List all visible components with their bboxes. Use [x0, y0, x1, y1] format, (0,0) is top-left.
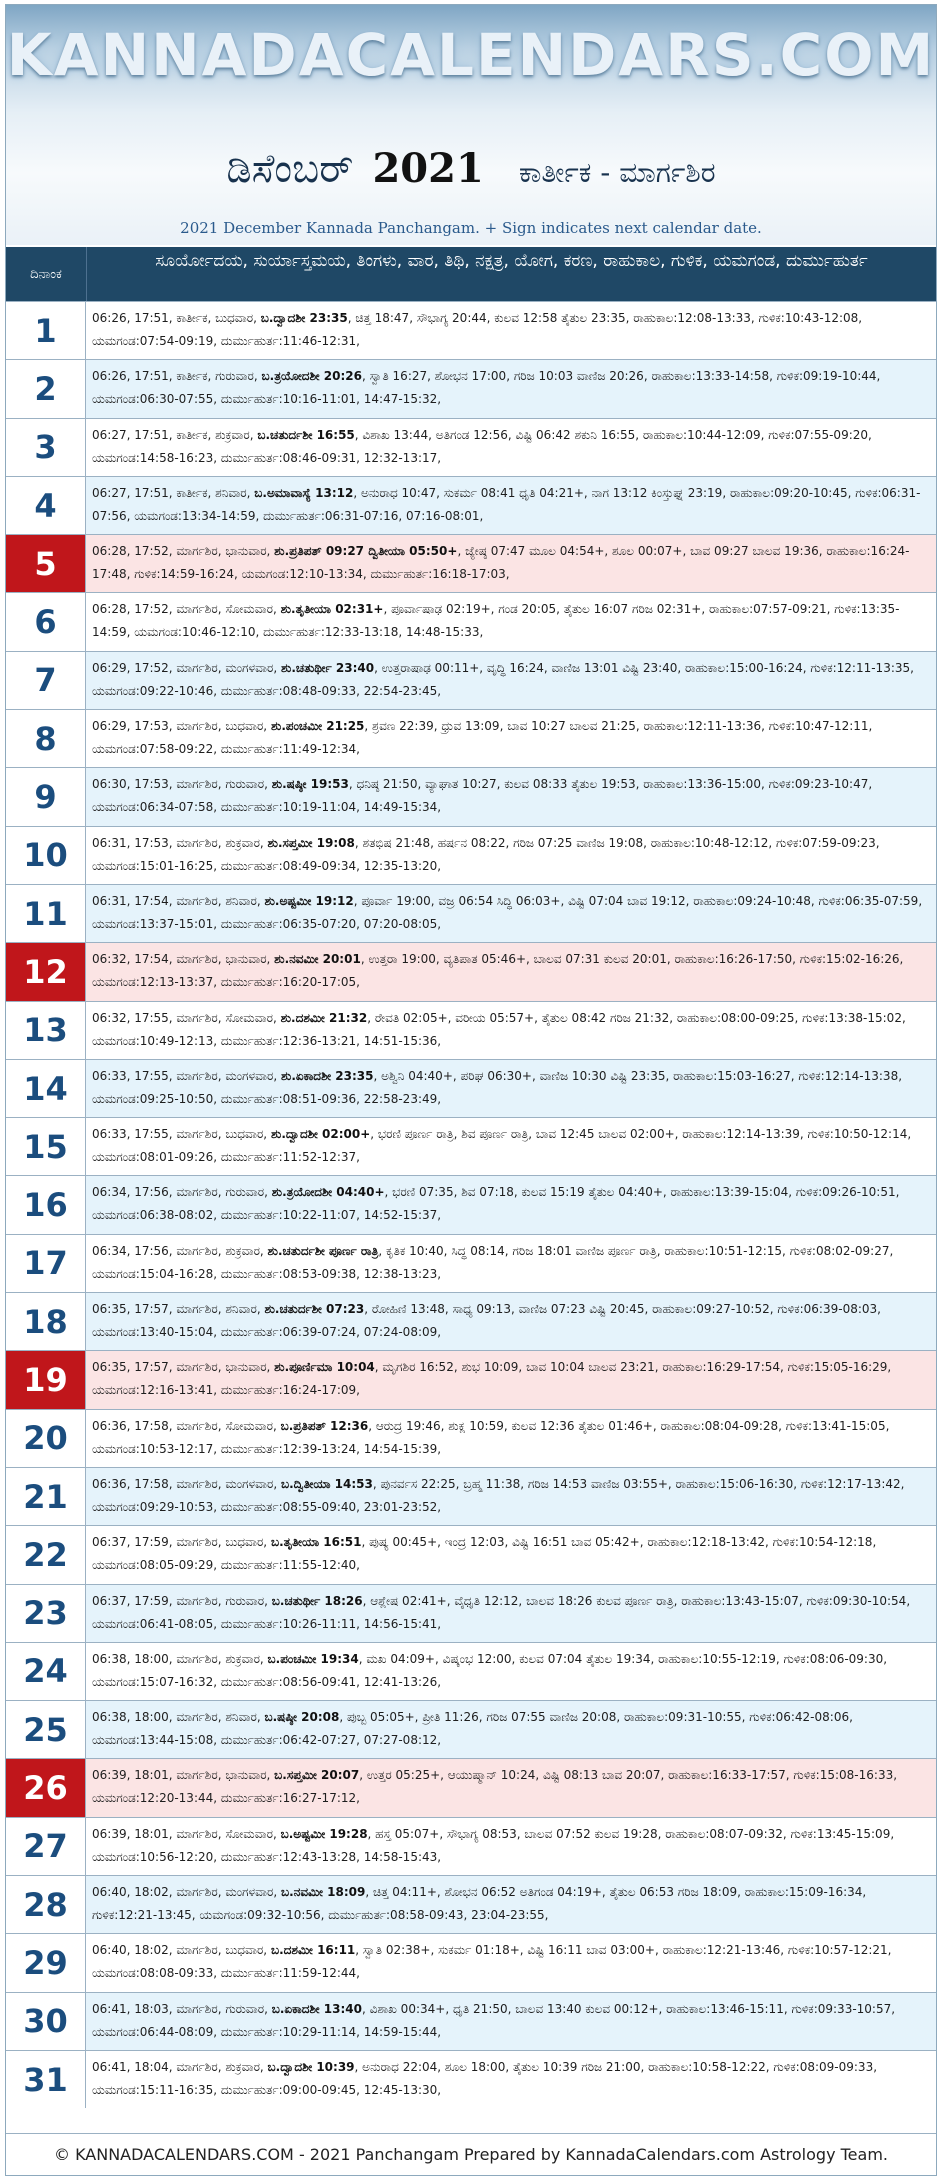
table-row	[6, 592, 936, 650]
header-banner	[6, 5, 936, 245]
day-details	[86, 1176, 936, 1233]
day-details	[86, 768, 936, 825]
table-row	[6, 651, 936, 709]
day-details	[86, 652, 936, 709]
day-details	[86, 1993, 936, 2050]
table-row	[6, 1117, 936, 1175]
table-row	[6, 1001, 936, 1059]
sun-times-month-weekday: 06:33, 17:55, ಮಾರ್ಗಶಿರ, ಮಂಗಳವಾರ,	[92, 1068, 281, 1083]
table-row	[6, 534, 936, 592]
nakshatra-yoga-karana-timings: , ಪುಷ್ಯ 00:45+, ಇಂದ್ರ 12:03, ವಿಷ್ಟಿ 16:51 ಬಾವ 05:42+, ರಾಹುಕಾಲ:12:18-13:42, ಗುಳಿಕ:10:54-12:18, ಯಮಗಂಡ:08:05-09:29, ದುರ್ಮುಹುರ್ತ:11:55-12:40,	[92, 1535, 877, 1573]
day-details	[86, 302, 936, 359]
day-number: 25	[6, 1701, 86, 1758]
day-number: 31	[6, 2051, 86, 2108]
day-number: 30	[6, 1993, 86, 2050]
tithi: ಶು.ಪ್ರತಿಪತ್ 09:27 ದ್ವಿತೀಯಾ 05:50+	[274, 544, 458, 559]
day-number: 10	[6, 827, 86, 884]
tithi: ಬ.ಸಪ್ತಮೀ 20:07	[274, 1768, 360, 1783]
day-number: 3	[6, 419, 86, 476]
day-details	[86, 1759, 936, 1816]
table-row	[6, 1584, 936, 1642]
sun-times-month-weekday: 06:30, 17:53, ಮಾರ್ಗಶಿರ, ಗುರುವಾರ,	[92, 777, 272, 792]
day-details	[86, 1585, 936, 1642]
day-number: 29	[6, 1934, 86, 1991]
day-number: 1	[6, 302, 86, 359]
nakshatra-yoga-karana-timings: , ಉತ್ತರ 05:25+, ಆಯುಷ್ಮಾನ್ 10:24, ವಿಷ್ಟಿ 08:13 ಬಾವ 20:07, ರಾಹುಕಾಲ:16:33-17:57, ಗುಳಿಕ:15:08-16:33, ಯಮಗಂಡ:12:20-13:44, ದುರ್ಮುಹುರ್ತ:16:27-17:12,	[92, 1768, 898, 1806]
tithi: ಶು.ಷಷ್ಠೀ 19:53	[271, 777, 349, 792]
nakshatra-yoga-karana-timings: , ಮಖ 04:09+, ವಿಷ್ಕಂಭ 12:00, ಕುಲವ 07:04 ತೈತುಲ 19:34, ರಾಹುಕಾಲ:10:55-12:19, ಗುಳಿಕ:08:06-09:30, ಯಮಗಂಡ:15:07-16:32, ದುರ್ಮುಹುರ್ತ:08:56-09:41, 12:41-13:26,	[92, 1651, 888, 1689]
nakshatra-yoga-karana-timings: , ಸ್ವಾತಿ 16:27, ಶೋಭನ 17:00, ಗರಿಜ 10:03 ವಾಣಿಜ 20:26, ರಾಹುಕಾಲ:13:33-14:58, ಗುಳಿಕ:09:19-10:44, ಯಮಗಂಡ:06:30-07:55, ದುರ್ಮುಹುರ್ತ:10:16-11:01, 14:47-15:32,	[92, 369, 881, 407]
nakshatra-yoga-karana-timings: , ಭರಣಿ ಪೂರ್ಣ ರಾತ್ರಿ, ಶಿವ ಪೂರ್ಣ ರಾತ್ರಿ, ಬಾವ 12:45 ಬಾಲವ 02:00+, ರಾಹುಕಾಲ:12:14-13:39, ಗುಳಿಕ:10:50-12:14, ಯಮಗಂಡ:08:01-09:26, ದುರ್ಮುಹುರ್ತ:11:52-12:37,	[92, 1127, 912, 1165]
day-details	[86, 1876, 936, 1933]
table-row	[6, 1175, 936, 1233]
nakshatra-yoga-karana-timings: , ಧನಿಷ್ಠ 21:50, ವ್ಯಾಘಾತ 10:27, ಕುಲವ 08:33 ತೈತುಲ 19:53, ರಾಹುಕಾಲ:13:36-15:00, ಗುಳಿಕ:09:23-10:47, ಯಮಗಂಡ:06:34-07:58, ದುರ್ಮುಹುರ್ತ:10:19-11:04, 14:49-15:34,	[92, 777, 873, 815]
day-details	[86, 1934, 936, 1991]
nakshatra-yoga-karana-timings: , ಚಿತ್ತ 04:11+, ಶೋಭನ 06:52 ಅತಿಗಂಡ 04:19+, ತೈತುಲ 06:53 ಗರಿಜ 18:09, ರಾಹುಕಾಲ:15:09-16:34, ಗುಳಿಕ:12:21-13:45, ಯಮಗಂಡ:09:32-10:56, ದುರ್ಮುಹುರ್ತ:08:58-09:43, 23:04-23:55,	[92, 1885, 867, 1923]
day-details	[86, 710, 936, 767]
tithi: ಶು.ದಶಮೀ 21:32	[280, 1010, 368, 1025]
sun-times-month-weekday: 06:36, 17:58, ಮಾರ್ಗಶಿರ, ಮಂಗಳವಾರ,	[92, 1476, 281, 1491]
tithi: ಶು.ತ್ರಯೋದಶೀ 04:40+	[271, 1185, 385, 1200]
day-details	[86, 943, 936, 1000]
tithi: ಬ.ದ್ವಾದಶೀ 23:35	[260, 311, 348, 325]
sun-times-month-weekday: 06:29, 17:53, ಮಾರ್ಗಶಿರ, ಬುಧವಾರ,	[92, 719, 271, 734]
table-row	[6, 2050, 936, 2108]
nakshatra-yoga-karana-timings: , ಶತಭಿಷ 21:48, ಹರ್ಷನ 08:22, ಗರಿಜ 07:25 ವಾಣಿಜ 19:08, ರಾಹುಕಾಲ:10:48-12:12, ಗುಳಿಕ:07:59-09:23, ಯಮಗಂಡ:15:01-16:25, ದುರ್ಮುಹುರ್ತ:08:49-09:34, 12:35-13:20,	[92, 835, 880, 873]
sun-times-month-weekday: 06:38, 18:00, ಮಾರ್ಗಶಿರ, ಶುಕ್ರವಾರ,	[92, 1651, 268, 1666]
day-number: 28	[6, 1876, 86, 1933]
day-details	[86, 1235, 936, 1292]
tithi: ಬ.ದ್ವಿತೀಯಾ 14:53	[280, 1476, 373, 1491]
nakshatra-yoga-karana-timings: , ಮೃಗಶಿರ 16:52, ಶುಭ 10:09, ಬಾವ 10:04 ಬಾಲವ 23:21, ರಾಹುಕಾಲ:16:29-17:54, ಗುಳಿಕ:15:05-16:29, ಯಮಗಂಡ:12:16-13:41, ದುರ್ಮುಹುರ್ತ:16:24-17:09,	[92, 1360, 892, 1398]
table-row	[6, 1875, 936, 1933]
table-row	[6, 1758, 936, 1816]
nakshatra-yoga-karana-timings: , ಪೂರ್ವಾ 19:00, ವಜ್ರ 06:54 ಸಿದ್ಧಿ 06:03+, ವಿಷ್ಟಿ 07:04 ಬಾವ 19:12, ರಾಹುಕಾಲ:09:24-10:48, ಗುಳಿಕ:06:35-07:59, ಯಮಗಂಡ:13:37-15:01, ದುರ್ಮುಹುರ್ತ:06:35-07:20, 07:20-08:05,	[92, 893, 923, 931]
table-row	[6, 884, 936, 942]
day-details	[86, 1351, 936, 1408]
day-number: 12	[6, 943, 86, 1000]
site-title[interactable]: KANNADACALENDARS.COM	[6, 21, 936, 89]
tithi: ಬ.ಪಂಚಮೀ 19:34	[267, 1651, 359, 1666]
tithi: ಶು.ದ್ವಾದಶೀ 02:00+	[270, 1127, 371, 1142]
day-number: 18	[6, 1293, 86, 1350]
sun-times-month-weekday: 06:34, 17:56, ಮಾರ್ಗಶಿರ, ಗುರುವಾರ,	[92, 1185, 272, 1200]
day-details	[86, 1818, 936, 1875]
sun-times-month-weekday: 06:26, 17:51, ಕಾರ್ತೀಕ, ಗುರುವಾರ,	[92, 369, 262, 384]
date-column-header: ದಿನಾಂಕ	[6, 247, 87, 301]
sun-times-month-weekday: 06:28, 17:52, ಮಾರ್ಗಶಿರ, ಭಾನುವಾರ,	[92, 544, 275, 559]
day-number: 2	[6, 360, 86, 417]
day-details	[86, 593, 936, 650]
nakshatra-yoga-karana-timings: , ಜ್ಯೇಷ್ಠ 07:47 ಮೂಲ 04:54+, ಶೂಲ 00:07+, ಬಾವ 09:27 ಬಾಲವ 19:36, ರಾಹುಕಾಲ:16:24-17:48, ಗುಳಿಕ:14:59-16:24, ಯಮಗಂಡ:12:10-13:34, ದುರ್ಮುಹುರ್ತ:16:18-17:03,	[92, 544, 910, 582]
sun-times-month-weekday: 06:38, 18:00, ಮಾರ್ಗಶಿರ, ಶನಿವಾರ,	[92, 1710, 265, 1725]
table-row	[6, 1292, 936, 1350]
nakshatra-yoga-karana-timings: , ಸ್ವಾತಿ 02:38+, ಸುಕರ್ಮ 01:18+, ವಿಷ್ಟಿ 16:11 ಬಾವ 03:00+, ರಾಹುಕಾಲ:12:21-13:46, ಗುಳಿಕ:10:57-12:21, ಯಮಗಂಡ:08:08-09:33, ದುರ್ಮುಹುರ್ತ:11:59-12:44,	[92, 1943, 892, 1981]
day-number: 9	[6, 768, 86, 825]
footer: © KANNADACALENDARS.COM - 2021 Panchangam Prepared by KannadaCalendars.com Astrology Team.	[6, 2133, 936, 2174]
day-number: 8	[6, 710, 86, 767]
table-header	[6, 247, 936, 301]
day-number: 22	[6, 1526, 86, 1583]
tithi: ಶು.ತೃತೀಯಾ 02:31+	[280, 602, 384, 617]
day-number: 26	[6, 1759, 86, 1816]
table-row	[6, 359, 936, 417]
table-row	[6, 1467, 936, 1525]
month-heading	[6, 145, 936, 192]
lunar-months: ಕಾರ್ತೀಕ - ಮಾರ್ಗಶಿರ	[518, 156, 716, 189]
tithi: ಬ.ತೃತೀಯಾ 16:51	[270, 1535, 362, 1550]
nakshatra-yoga-karana-timings: , ಪೂರ್ವಾಷಾಢ 02:19+, ಗಂಡ 20:05, ತೈತುಲ 16:07 ಗರಿಜ 02:31+, ರಾಹುಕಾಲ:07:57-09:21, ಗುಳಿಕ:13:35-14:59, ಯಮಗಂಡ:10:46-12:10, ದುರ್ಮುಹುರ್ತ:12:33-13:18, 14:48-15:33,	[92, 602, 900, 640]
tithi: ಶು.ಏಕಾದಶೀ 23:35	[280, 1068, 374, 1083]
table-row	[6, 476, 936, 534]
day-details	[86, 1293, 936, 1350]
nakshatra-yoga-karana-timings: , ಭರಣಿ 07:35, ಶಿವ 07:18, ಕುಲವ 15:19 ತೈತುಲ 04:40+, ರಾಹುಕಾಲ:13:39-15:04, ಗುಳಿಕ:09:26-10:51, ಯಮಗಂಡ:06:38-08:02, ದುರ್ಮುಹುರ್ತ:10:22-11:07, 14:52-15:37,	[92, 1185, 900, 1223]
sun-times-month-weekday: 06:33, 17:55, ಮಾರ್ಗಶಿರ, ಬುಧವಾರ,	[92, 1127, 271, 1142]
tithi: ಶು.ಅಷ್ಟಮೀ 19:12	[264, 893, 354, 908]
tithi: ಬ.ದ್ವಾದಶೀ 10:39	[267, 2059, 355, 2074]
nakshatra-yoga-karana-timings: , ಉತ್ತರಾಷಾಢ 00:11+, ವೃದ್ಧಿ 16:24, ವಾಣಿಜ 13:01 ವಿಷ್ಟಿ 23:40, ರಾಹುಕಾಲ:15:00-16:24, ಗುಳಿಕ:12:11-13:35, ಯಮಗಂಡ:09:22-10:46, ದುರ್ಮುಹುರ್ತ:08:48-09:33, 22:54-23:45,	[92, 660, 914, 698]
day-number: 27	[6, 1818, 86, 1875]
sun-times-month-weekday: 06:41, 18:03, ಮಾರ್ಗಶಿರ, ಗುರುವಾರ,	[92, 2001, 272, 2016]
day-details	[86, 1410, 936, 1467]
tithi: ಬ.ಪ್ರತಿಪತ್ 12:36	[280, 1418, 369, 1433]
day-number: 20	[6, 1410, 86, 1467]
table-row	[6, 1409, 936, 1467]
day-details	[86, 1060, 936, 1117]
sun-times-month-weekday: 06:35, 17:57, ಮಾರ್ಗಶಿರ, ಶನಿವಾರ,	[92, 1302, 265, 1317]
subtitle: 2021 December Kannada Panchangam. + Sign indicates next calendar date.	[180, 219, 762, 237]
nakshatra-yoga-karana-timings: , ಅಶ್ವಿನಿ 04:40+, ಪರಿಘ 06:30+, ವಾಣಿಜ 10:30 ವಿಷ್ಟಿ 23:35, ರಾಹುಕಾಲ:15:03-16:27, ಗುಳಿಕ:12:14-13:38, ಯಮಗಂಡ:09:25-10:50, ದುರ್ಮುಹುರ್ತ:08:51-09:36, 22:58-23:49,	[92, 1068, 903, 1106]
tithi: ಶು.ಪೂರ್ಣಿಮಾ 10:04	[274, 1360, 375, 1375]
table-row	[6, 1059, 936, 1117]
tithi: ಬ.ಅಷ್ಟಮೀ 19:28	[280, 1826, 368, 1841]
nakshatra-yoga-karana-timings: , ಶ್ರವಣ 22:39, ಧ್ರುವ 13:09, ಬಾವ 10:27 ಬಾಲವ 21:25, ರಾಹುಕಾಲ:12:11-13:36, ಗುಳಿಕ:10:47-12:11, ಯಮಗಂಡ:07:58-09:22, ದುರ್ಮುಹುರ್ತ:11:49-12:34,	[92, 719, 873, 757]
table-row	[6, 826, 936, 884]
nakshatra-yoga-karana-timings: , ರೋಹಿಣಿ 13:48, ಸಾಧ್ಯ 09:13, ವಾಣಿಜ 07:23 ವಿಷ್ಟಿ 20:45, ರಾಹುಕಾಲ:09:27-10:52, ಗುಳಿಕ:06:39-08:03, ಯಮಗಂಡ:13:40-15:04, ದುರ್ಮುಹುರ್ತ:06:39-07:24, 07:24-08:09,	[92, 1302, 881, 1340]
day-number: 4	[6, 477, 86, 534]
sun-times-month-weekday: 06:39, 18:01, ಮಾರ್ಗಶಿರ, ಭಾನುವಾರ,	[92, 1768, 275, 1783]
nakshatra-yoga-karana-timings: , ರೇವತಿ 02:05+, ವರೀಯ 05:57+, ತೈತುಲ 08:42 ಗರಿಜ 21:32, ರಾಹುಕಾಲ:08:00-09:25, ಗುಳಿಕ:13:38-15:02, ಯಮಗಂಡ:10:49-12:13, ದುರ್ಮುಹುರ್ತ:12:36-13:21, 14:51-15:36,	[92, 1010, 906, 1048]
day-number: 21	[6, 1468, 86, 1525]
table-row	[6, 709, 936, 767]
tithi: ಬ.ಚತುರ್ಥೀ 18:26	[271, 1593, 363, 1608]
sun-times-month-weekday: 06:27, 17:51, ಕಾರ್ತೀಕ, ಶುಕ್ರವಾರ,	[92, 427, 258, 442]
tithi: ಶು.ಸಪ್ತಮೀ 19:08	[267, 835, 355, 850]
sun-times-month-weekday: 06:26, 17:51, ಕಾರ್ತೀಕ, ಬುಧವಾರ,	[92, 311, 261, 325]
nakshatra-yoga-karana-timings: , ಉತ್ತರಾ 19:00, ವ್ಯತಿಪಾತ 05:46+, ಬಾಲವ 07:31 ಕುಲವ 20:01, ರಾಹುಕಾಲ:16:26-17:50, ಗುಳಿಕ:15:02-16:26, ಯಮಗಂಡ:12:13-13:37, ದುರ್ಮುಹುರ್ತ:16:20-17:05,	[92, 952, 904, 990]
tithi: ಬ.ಏಕಾದಶೀ 13:40	[271, 2001, 362, 2016]
table-row	[6, 1350, 936, 1408]
day-details	[86, 885, 936, 942]
day-number: 5	[6, 535, 86, 592]
sun-times-month-weekday: 06:37, 17:59, ಮಾರ್ಗಶಿರ, ಗುರುವಾರ,	[92, 1593, 272, 1608]
info-column-header: ಸೂರ್ಯೋದಯ, ಸುರ್ಯಾಸ್ತಮಯ, ತಿಂಗಳು, ವಾರ, ತಿಥಿ, ನಕ್ಷತ್ರ, ಯೋಗ, ಕರಣ, ರಾಹುಕಾಲ, ಗುಳಿಕ, ಯಮಗಂಡ, ದುರ್ಮುಹುರ್ತ	[155, 251, 868, 271]
nakshatra-yoga-karana-timings: , ಆರುದ್ರ 19:46, ಶುಕ್ಲ 10:59, ಕುಲವ 12:36 ತೈತುಲ 01:46+, ರಾಹುಕಾಲ:08:04-09:28, ಗುಳಿಕ:13:41-15:05, ಯಮಗಂಡ:10:53-12:17, ದುರ್ಮುಹುರ್ತ:12:39-13:24, 14:54-15:39,	[92, 1418, 890, 1456]
tithi: ಬ.ನವಮೀ 18:09	[280, 1885, 366, 1900]
sun-times-month-weekday: 06:31, 17:54, ಮಾರ್ಗಶಿರ, ಶನಿವಾರ,	[92, 893, 265, 908]
table-row	[6, 1817, 936, 1875]
tithi: ಶು.ಚತುರ್ದಶೀ 07:23	[264, 1302, 365, 1317]
day-number: 23	[6, 1585, 86, 1642]
table-row	[6, 418, 936, 476]
sun-times-month-weekday: 06:32, 17:55, ಮಾರ್ಗಶಿರ, ಸೋಮವಾರ,	[92, 1010, 281, 1025]
day-details	[86, 827, 936, 884]
table-row	[6, 1234, 936, 1292]
sun-times-month-weekday: 06:27, 17:51, ಕಾರ್ತೀಕ, ಶನಿವಾರ,	[92, 485, 255, 500]
table-row	[6, 1642, 936, 1700]
nakshatra-yoga-karana-timings: , ಚಿತ್ತ 18:47, ಸೌಭಾಗ್ಯ 20:44, ಕುಲವ 12:58 ತೈತುಲ 23:35, ರಾಹುಕಾಲ:12:08-13:33, ಗುಳಿಕ:10:43-12:08, ಯಮಗಂಡ:07:54-09:19, ದುರ್ಮುಹುರ್ತ:11:46-12:31,	[92, 311, 863, 348]
day-number: 16	[6, 1176, 86, 1233]
day-number: 7	[6, 652, 86, 709]
sun-times-month-weekday: 06:34, 17:56, ಮಾರ್ಗಶಿರ, ಶುಕ್ರವಾರ,	[92, 1243, 268, 1258]
tithi: ಶು.ಚತುರ್ಥೀ 23:40	[280, 660, 375, 675]
tithi: ಬ.ಷಷ್ಠೀ 20:08	[264, 1710, 340, 1725]
table-row	[6, 1525, 936, 1583]
day-number: 24	[6, 1643, 86, 1700]
day-number: 17	[6, 1235, 86, 1292]
tithi: ಬ.ಚತುರ್ದಶೀ 16:55	[257, 427, 355, 442]
sun-times-month-weekday: 06:41, 18:04, ಮಾರ್ಗಶಿರ, ಶುಕ್ರವಾರ,	[92, 2059, 268, 2074]
sun-times-month-weekday: 06:32, 17:54, ಮಾರ್ಗಶಿರ, ಭಾನುವಾರ,	[92, 952, 275, 967]
month-name: ಡಿಸೆಂಬರ್	[226, 146, 354, 192]
tithi: ಬ.ತ್ರಯೋದಶೀ 20:26	[261, 369, 362, 384]
nakshatra-yoga-karana-timings: , ಅನುರಾಧ 22:04, ಶೂಲ 18:00, ತೈತುಲ 10:39 ಗರಿಜ 21:00, ರಾಹುಕಾಲ:10:58-12:22, ಗುಳಿಕ:08:09-09:33, ಯಮಗಂಡ:15:11-16:35, ದುರ್ಮುಹುರ್ತ:09:00-09:45, 12:45-13:30,	[92, 2059, 878, 2097]
tithi: ಬ.ದಶಮೀ 16:11	[270, 1943, 356, 1958]
tithi: ಶು.ಪಂಚಮೀ 21:25	[270, 719, 365, 734]
nakshatra-yoga-karana-timings: , ವಿಶಾಖ 13:44, ಅತಿಗಂಡ 12:56, ವಿಷ್ಟಿ 06:42 ಶಕುನಿ 16:55, ರಾಹುಕಾಲ:10:44-12:09, ಗುಳಿಕ:07:55-09:20, ಯಮಗಂಡ:14:58-16:23, ದುರ್ಮುಹುರ್ತ:08:46-09:31, 12:32-13:17,	[92, 427, 872, 465]
day-details	[86, 1701, 936, 1758]
sun-times-month-weekday: 06:40, 18:02, ಮಾರ್ಗಶಿರ, ಬುಧವಾರ,	[92, 1943, 271, 1958]
sun-times-month-weekday: 06:31, 17:53, ಮಾರ್ಗಶಿರ, ಶುಕ್ರವಾರ,	[92, 835, 268, 850]
table-row	[6, 942, 936, 1000]
sun-times-month-weekday: 06:28, 17:52, ಮಾರ್ಗಶಿರ, ಸೋಮವಾರ,	[92, 602, 281, 617]
nakshatra-yoga-karana-timings: , ಆಶ್ಲೇಷ 02:41+, ವೈಧೃತಿ 12:12, ಬಾಲವ 18:26 ಕುಲವ ಪೂರ್ಣ ರಾತ್ರಿ, ರಾಹುಕಾಲ:13:43-15:07, ಗುಳಿಕ:09:30-10:54, ಯಮಗಂಡ:06:41-08:05, ದುರ್ಮುಹುರ್ತ:10:26-11:11, 14:56-15:41,	[92, 1593, 911, 1631]
day-details	[86, 535, 936, 592]
tithi: ಬ.ಅಮಾವಾಸ್ಯೆ 13:12	[254, 485, 354, 500]
page	[5, 4, 937, 2176]
tithi: ಶು.ಚತುರ್ದಶೀ ಪೂರ್ಣ ರಾತ್ರಿ	[267, 1243, 379, 1258]
nakshatra-yoga-karana-timings: , ಕೃತಿಕ 10:40, ಸಿದ್ಧ 08:14, ಗರಿಜ 18:01 ವಾಣಿಜ ಪೂರ್ಣ ರಾತ್ರಿ, ರಾಹುಕಾಲ:10:51-12:15, ಗುಳಿಕ:08:02-09:27, ಯಮಗಂಡ:15:04-16:28, ದುರ್ಮುಹುರ್ತ:08:53-09:38, 12:38-13:23,	[92, 1243, 894, 1281]
day-details	[86, 419, 936, 476]
table-row	[6, 301, 936, 359]
table-row	[6, 1700, 936, 1758]
year: 2021	[372, 145, 484, 192]
day-details	[86, 360, 936, 417]
day-details	[86, 1643, 936, 1700]
sun-times-month-weekday: 06:29, 17:52, ಮಾರ್ಗಶಿರ, ಮಂಗಳವಾರ,	[92, 660, 281, 675]
day-details	[86, 1468, 936, 1525]
day-number: 11	[6, 885, 86, 942]
nakshatra-yoga-karana-timings: , ಪುನರ್ವಸ 22:25, ಬ್ರಹ್ಮ 11:38, ಗರಿಜ 14:53 ವಾಣಿಜ 03:55+, ರಾಹುಕಾಲ:15:06-16:30, ಗುಳಿಕ:12:17-13:42, ಯಮಗಂಡ:09:29-10:53, ದುರ್ಮುಹುರ್ತ:08:55-09:40, 23:01-23:52,	[92, 1476, 905, 1514]
day-number: 19	[6, 1351, 86, 1408]
nakshatra-yoga-karana-timings: , ಪುಬ್ಬ 05:05+, ಪ್ರೀತಿ 11:26, ಗರಿಜ 07:55 ವಾಣಿಜ 20:08, ರಾಹುಕಾಲ:09:31-10:55, ಗುಳಿಕ:06:42-08:06, ಯಮಗಂಡ:13:44-15:08, ದುರ್ಮುಹುರ್ತ:06:42-07:27, 07:27-08:12,	[92, 1710, 853, 1748]
sun-times-month-weekday: 06:36, 17:58, ಮಾರ್ಗಶಿರ, ಸೋಮವಾರ,	[92, 1418, 281, 1433]
day-number: 6	[6, 593, 86, 650]
table-body	[6, 301, 936, 2108]
sun-times-month-weekday: 06:35, 17:57, ಮಾರ್ಗಶಿರ, ಭಾನುವಾರ,	[92, 1360, 275, 1375]
nakshatra-yoga-karana-timings: , ಅನುರಾಧ 10:47, ಸುಕರ್ಮ 08:41 ಧೃತಿ 04:21+, ನಾಗ 13:12 ಕಿಂಸ್ತುಘ್ನ 23:19, ರಾಹುಕಾಲ:09:20-10:45, ಗುಳಿಕ:06:31-07:56, ಯಮಗಂಡ:13:34-14:59, ದುರ್ಮುಹುರ್ತ:06:31-07:16, 07:16-08:01,	[92, 485, 921, 523]
sun-times-month-weekday: 06:39, 18:01, ಮಾರ್ಗಶಿರ, ಸೋಮವಾರ,	[92, 1826, 281, 1841]
day-number: 15	[6, 1118, 86, 1175]
day-details	[86, 1002, 936, 1059]
sun-times-month-weekday: 06:40, 18:02, ಮಾರ್ಗಶಿರ, ಮಂಗಳವಾರ,	[92, 1885, 281, 1900]
day-details	[86, 477, 936, 534]
day-number: 14	[6, 1060, 86, 1117]
day-details	[86, 1118, 936, 1175]
day-number: 13	[6, 1002, 86, 1059]
sun-times-month-weekday: 06:37, 17:59, ಮಾರ್ಗಶಿರ, ಬುಧವಾರ,	[92, 1535, 271, 1550]
tithi: ಶು.ನವಮೀ 20:01	[274, 952, 361, 967]
nakshatra-yoga-karana-timings: , ಹಸ್ತ 05:07+, ಸೌಭಾಗ್ಯ 08:53, ಬಾಲವ 07:52 ಕುಲವ 19:28, ರಾಹುಕಾಲ:08:07-09:32, ಗುಳಿಕ:13:45-15:09, ಯಮಗಂಡ:10:56-12:20, ದುರ್ಮುಹುರ್ತ:12:43-13:28, 14:58-15:43,	[92, 1826, 895, 1864]
nakshatra-yoga-karana-timings: , ವಿಶಾಖ 00:34+, ಧೃತಿ 21:50, ಬಾಲವ 13:40 ಕುಲವ 00:12+, ರಾಹುಕಾಲ:13:46-15:11, ಗುಳಿಕ:09:33-10:57, ಯಮಗಂಡ:06:44-08:09, ದುರ್ಮುಹುರ್ತ:10:29-11:14, 14:59-15:44,	[92, 2001, 896, 2039]
table-row	[6, 767, 936, 825]
day-details	[86, 1526, 936, 1583]
panchangam-table	[6, 247, 936, 2108]
table-row	[6, 1992, 936, 2050]
table-row	[6, 1933, 936, 1991]
day-details	[86, 2051, 936, 2108]
